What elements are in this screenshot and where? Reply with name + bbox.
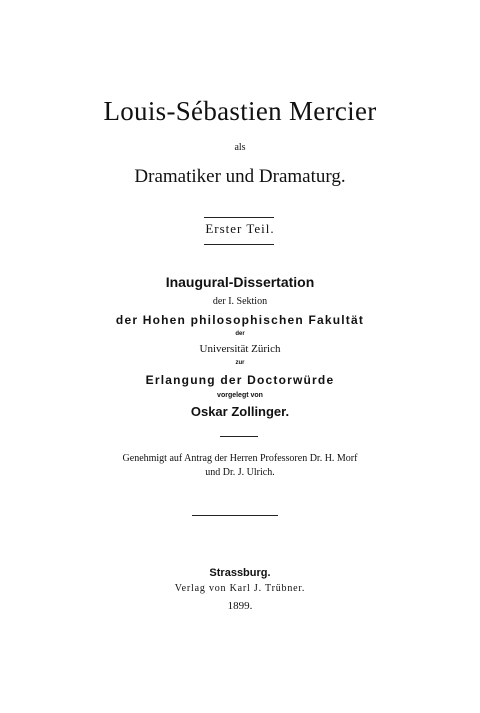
section-line: der I. Sektion	[212, 296, 268, 307]
title-connector: als	[234, 142, 246, 153]
author-name: Oskar Zollinger.	[190, 404, 290, 419]
divider-rule-lower	[204, 244, 274, 245]
short-rule	[220, 436, 258, 437]
publication-year: 1899.	[227, 600, 253, 612]
small-zur: zur	[235, 360, 245, 366]
small-der: der	[235, 331, 245, 337]
publication-city: Strassburg.	[209, 567, 271, 579]
university-line: Universität Zürich	[199, 343, 281, 355]
approval-line-1: Genehmigt auf Antrag der Herren Professoren Dr. H. Morf	[122, 453, 358, 464]
part-label: Erster Teil.	[205, 221, 275, 236]
divider-rule-upper	[204, 217, 274, 218]
faculty-line: der Hohen philosophischen Fakultät	[115, 313, 365, 327]
book-subtitle: Dramatiker und Dramaturg.	[134, 166, 346, 187]
approval-line-2: und Dr. J. Ulrich.	[205, 467, 275, 478]
publisher-rule	[192, 515, 278, 516]
dissertation-heading: Inaugural-Dissertation	[165, 274, 315, 290]
degree-line: Erlangung der Doctorwürde	[145, 373, 335, 387]
presented-by-line: vorgelegt von	[217, 392, 263, 399]
book-title: Louis-Sébastien Mercier	[103, 96, 377, 126]
publisher-line: Verlag von Karl J. Trübner.	[174, 583, 306, 594]
